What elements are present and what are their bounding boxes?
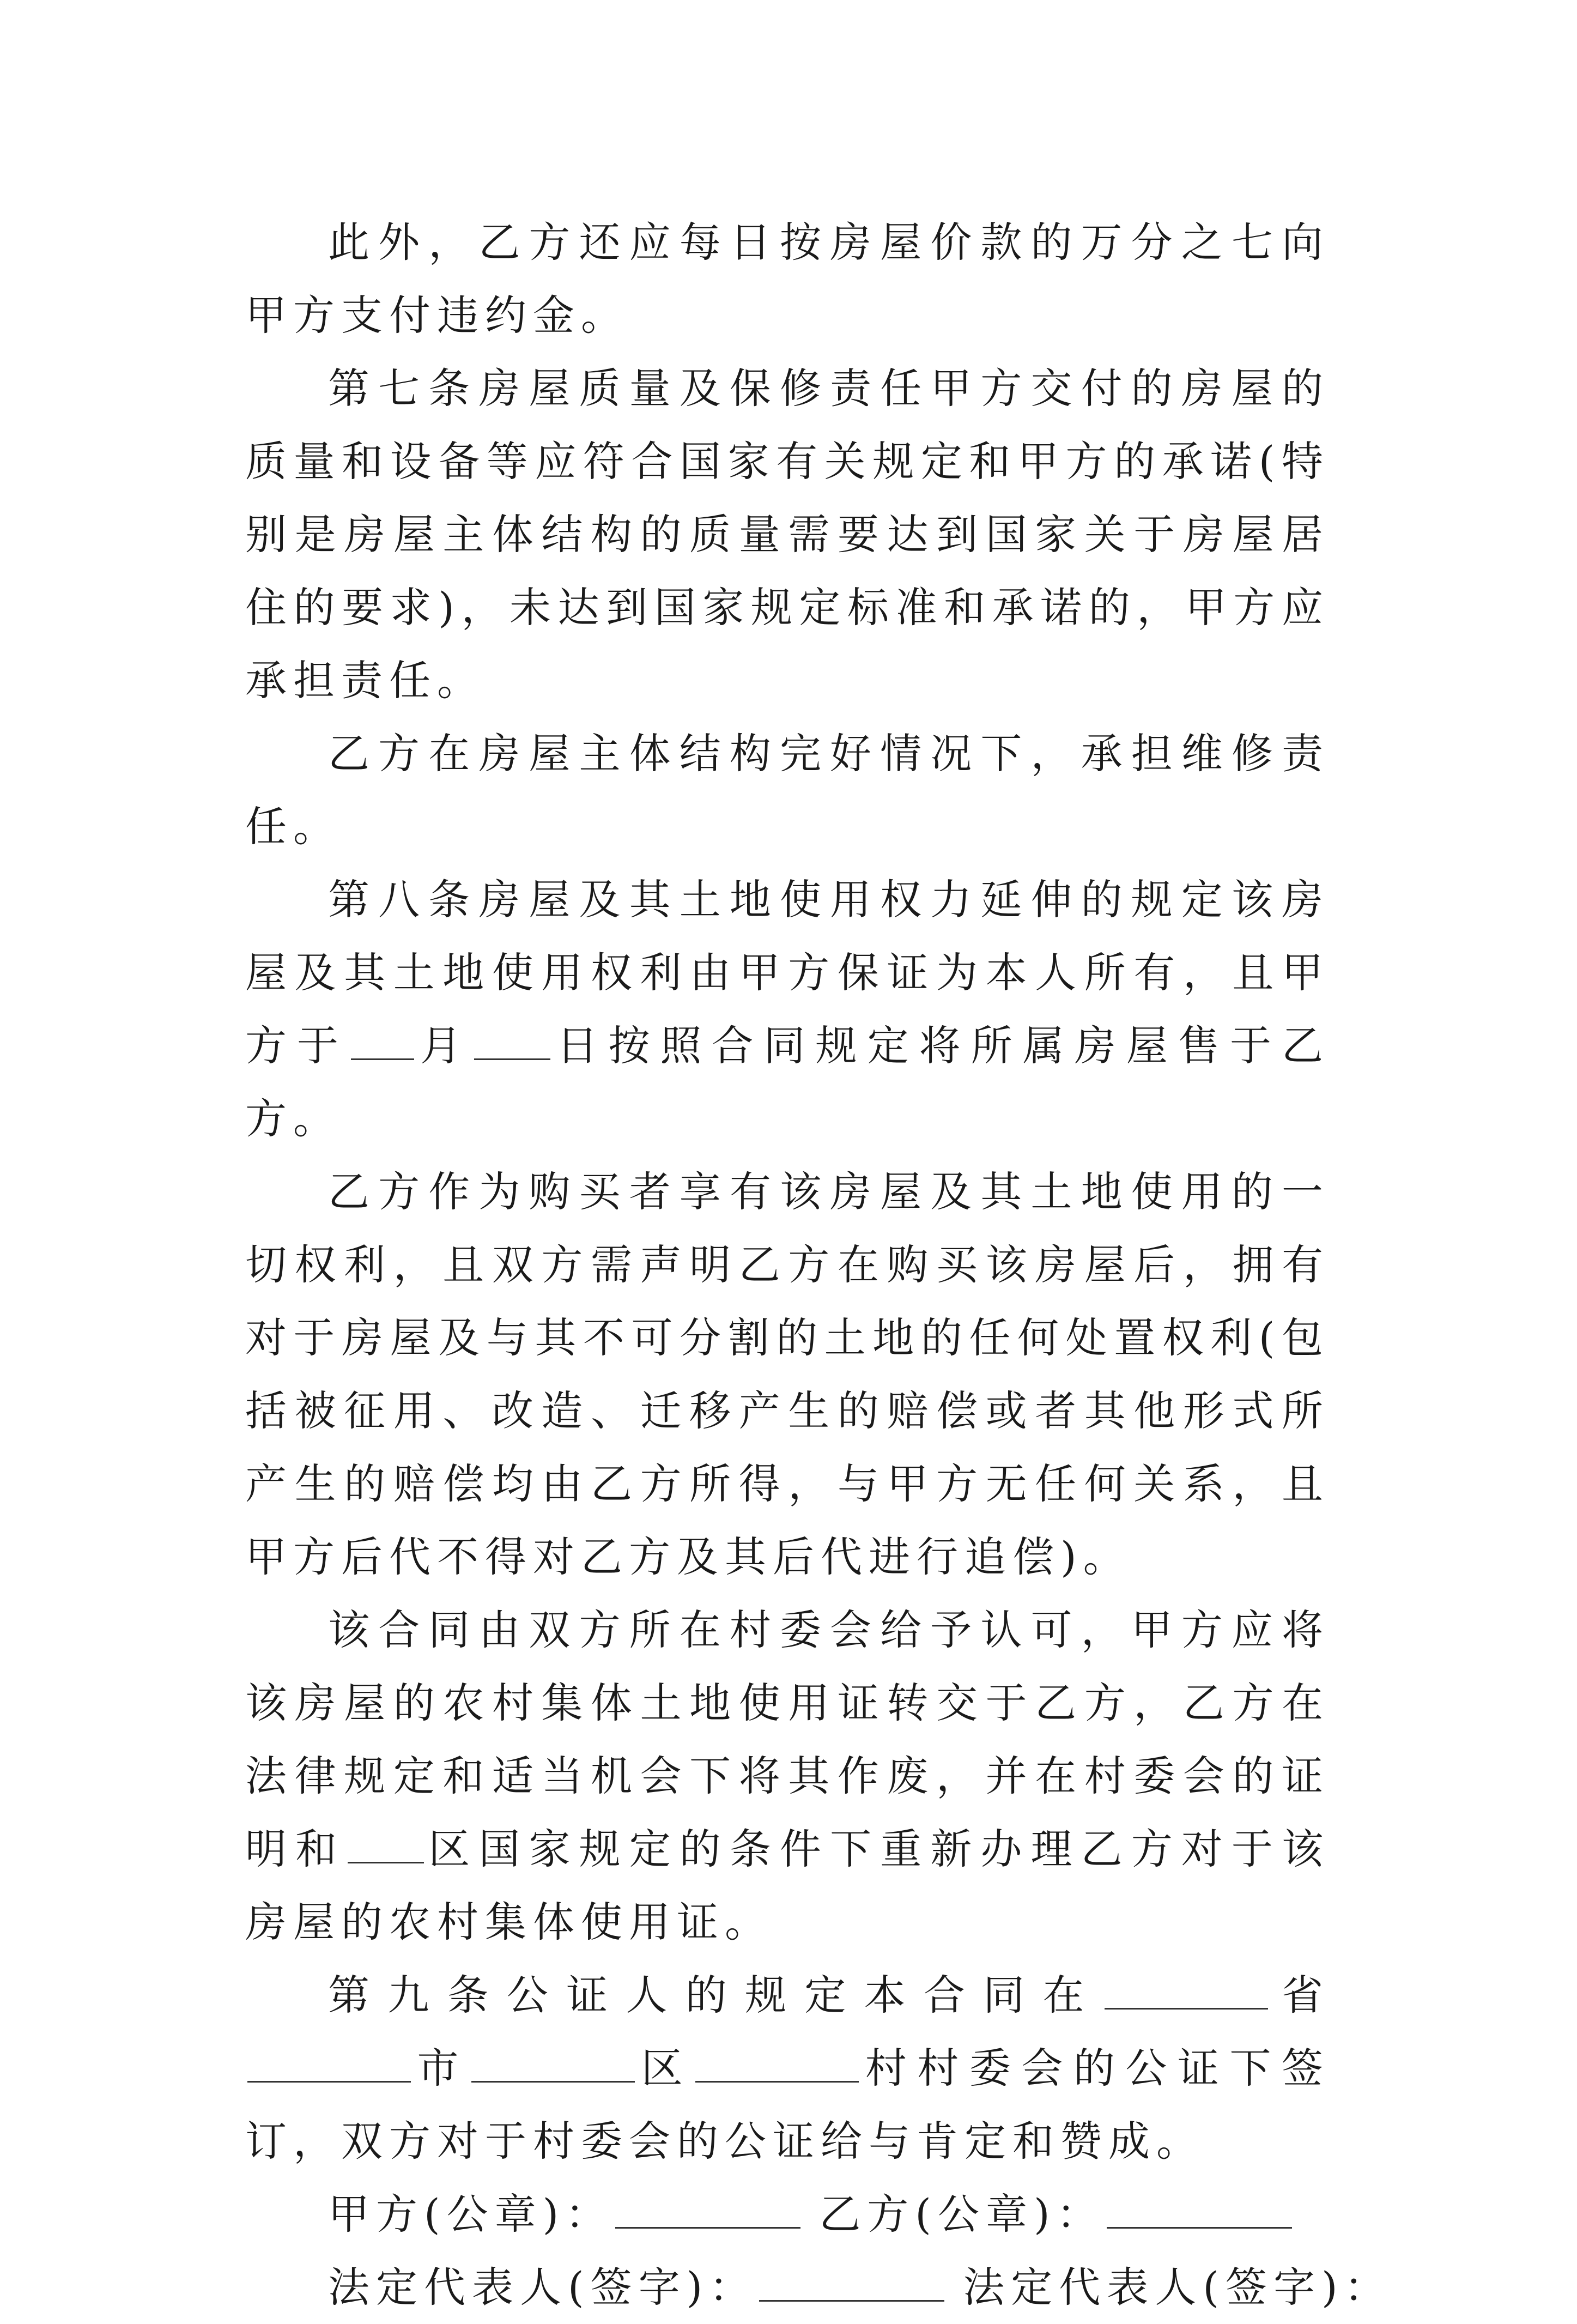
article-9-text-a: 第九条公证人的规定本合同在 [328, 1971, 1102, 2019]
article-9-text-c: 市 [413, 2044, 470, 2092]
party-a-rep-blank [759, 2256, 944, 2302]
approval-text-b: 区国家规定的条件下重新办理乙方对于该房屋的农村集体使用证。 [245, 1825, 1330, 1946]
blank-city [247, 2037, 411, 2083]
paragraph-repair-duty: 乙方在房屋主体结构完好情况下，承担维修责任。 [245, 729, 1330, 851]
article-9-text-b: 省 [1270, 1971, 1330, 2019]
paragraph-article-7: 第七条房屋质量及保修责任甲方交付的房屋的质量和设备等应符合国家有关规定和甲方的承诺(特别是房屋主体结构的质量需要达到国家关于房屋居住的要求)，未达到国家规定标准和承诺的，甲方应承担责任。 [245, 364, 1330, 705]
party-b-seal-blank [1107, 2183, 1292, 2229]
article-9-text-d: 区 [637, 2044, 694, 2092]
party-a-seal-label: 甲方(公章)： [328, 2190, 614, 2238]
paragraph-buyer-rights: 乙方作为购买者享有该房屋及其土地使用的一切权利，且双方需声明乙方在购买该房屋后，拥有对于房屋及与其不可分割的土地的任何处置权利(包括被征用、改造、迁移产生的赔偿或者其他形式所产生的赔偿均由乙方所得，与甲方无任何关系，且甲方后代不得对乙方及其后代进行追偿)。 [245, 1167, 1330, 1581]
paragraph-article-8 [245, 863, 1330, 1155]
party-b-rep-label: 法定代表人(签字)： [963, 2263, 1392, 2311]
article-8-text-c: 日按照合同规定将所属房屋售于乙方。 [245, 1021, 1330, 1143]
article-8-text-b: 月 [416, 1021, 472, 1070]
seal-row [245, 2178, 1330, 2251]
blank-day [474, 1015, 550, 1060]
blank-district [348, 1818, 424, 1863]
party-a-rep-label: 法定代表人(签字)： [328, 2263, 757, 2311]
representative-row [245, 2251, 1392, 2324]
paragraph-village-approval [245, 1594, 1330, 1959]
blank-province [1105, 1964, 1268, 2010]
paragraph-penalty: 此外，乙方还应每日按房屋价款的万分之七向甲方支付违约金。 [245, 218, 1330, 340]
blank-village [695, 2037, 859, 2083]
article-8-text-a: 第八条房屋及其土地使用权力延伸的规定该房屋及其土地使用权利由甲方保证为本人所有，且甲方于 [245, 875, 1330, 1070]
contract-body [245, 206, 1392, 2324]
party-b-seal-label: 乙方(公章)： [819, 2190, 1105, 2238]
blank-district-2 [471, 2037, 635, 2083]
party-a-seal-blank [615, 2183, 800, 2229]
blank-month [351, 1015, 414, 1060]
approval-text-a: 该合同由双方所在村委会给予认可，甲方应将该房屋的农村集体土地使用证转交于乙方，乙方在法律规定和适当机会下将其作废，并在村委会的证明和 [245, 1606, 1330, 1873]
article-9-text-e: 村村委会的公证下签订，双方对于村委会的公证给与肯定和赞成。 [245, 2044, 1330, 2165]
paragraph-article-9 [245, 1959, 1330, 2178]
